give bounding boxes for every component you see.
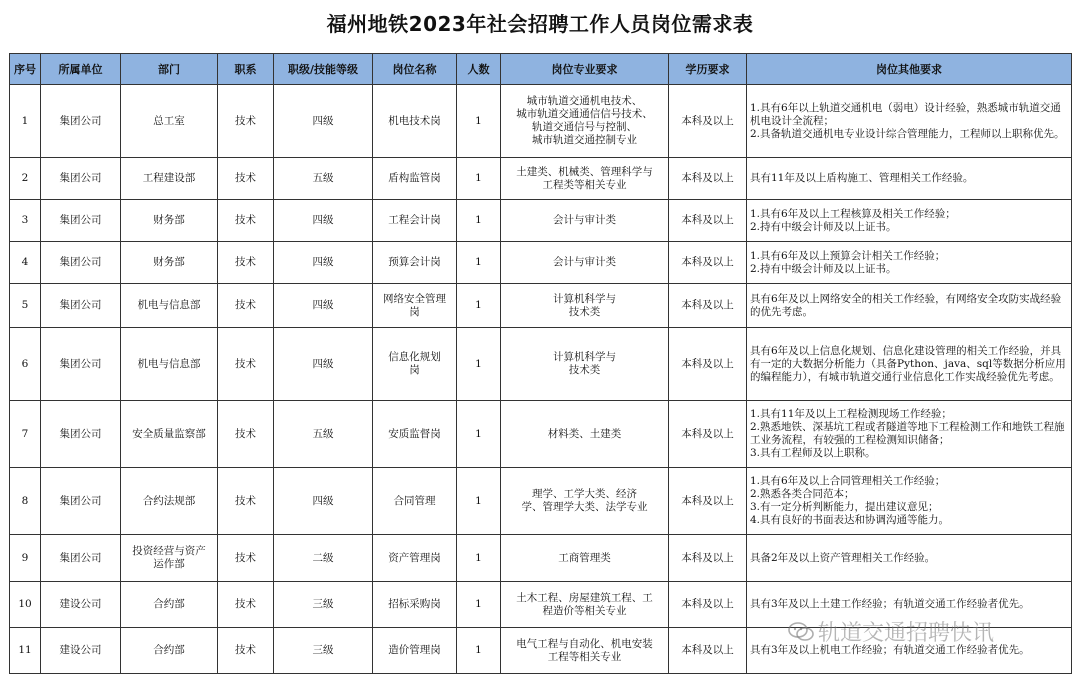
requirements-table — [9, 53, 1072, 674]
cell-education: 本科及以上 — [669, 535, 747, 582]
cell-unit: 集团公司 — [41, 468, 121, 535]
cell-post-name: 网络安全管理 岗 — [373, 284, 457, 328]
cell-unit: 集团公司 — [41, 242, 121, 284]
cell-job-series: 技术 — [218, 582, 274, 628]
cell-education: 本科及以上 — [669, 582, 747, 628]
page-title: 福州地铁2023年社会招聘工作人员岗位需求表 — [326, 12, 754, 36]
cell-post-name: 信息化规划 岗 — [373, 328, 457, 401]
column-header: 人数 — [457, 54, 501, 85]
cell-post-name: 安质监督岗 — [373, 401, 457, 468]
cell-post-name: 资产管理岗 — [373, 535, 457, 582]
cell-job-level: 二级 — [274, 535, 373, 582]
cell-serial: 8 — [10, 468, 41, 535]
cell-other-requirement: 具备2年及以上资产管理相关工作经验。 — [747, 535, 1072, 582]
cell-headcount: 1 — [457, 582, 501, 628]
cell-job-level: 四级 — [274, 284, 373, 328]
table-body — [10, 85, 1072, 674]
cell-post-name: 盾构监管岗 — [373, 158, 457, 200]
cell-department: 合约部 — [121, 582, 218, 628]
cell-job-level: 四级 — [274, 200, 373, 242]
cell-unit: 集团公司 — [41, 535, 121, 582]
cell-unit: 集团公司 — [41, 401, 121, 468]
cell-unit: 建设公司 — [41, 582, 121, 628]
cell-education: 本科及以上 — [669, 158, 747, 200]
cell-headcount: 1 — [457, 628, 501, 674]
cell-major-requirement: 电气工程与自动化、机电安装 工程等相关专业 — [501, 628, 669, 674]
column-header: 所属单位 — [41, 54, 121, 85]
table-row — [10, 582, 1072, 628]
cell-education: 本科及以上 — [669, 468, 747, 535]
cell-other-requirement: 具有3年及以上土建工作经验；有轨道交通工作经验者优先。 — [747, 582, 1072, 628]
cell-serial: 4 — [10, 242, 41, 284]
cell-post-name: 造价管理岗 — [373, 628, 457, 674]
cell-job-level: 三级 — [274, 628, 373, 674]
cell-unit: 集团公司 — [41, 200, 121, 242]
cell-unit: 集团公司 — [41, 85, 121, 158]
cell-serial: 1 — [10, 85, 41, 158]
column-header: 职系 — [218, 54, 274, 85]
cell-headcount: 1 — [457, 242, 501, 284]
cell-major-requirement: 城市轨道交通机电技术、 城市轨道交通通信信号技术、 轨道交通信号与控制、 城市轨道交通控制专业 — [501, 85, 669, 158]
cell-job-level: 三级 — [274, 582, 373, 628]
cell-headcount: 1 — [457, 158, 501, 200]
cell-serial: 9 — [10, 535, 41, 582]
cell-major-requirement: 工商管理类 — [501, 535, 669, 582]
cell-department: 机电与信息部 — [121, 284, 218, 328]
cell-serial: 6 — [10, 328, 41, 401]
cell-other-requirement: 具有6年及以上网络安全的相关工作经验，有网络安全攻防实战经验的优先考虑。 — [747, 284, 1072, 328]
table-row — [10, 535, 1072, 582]
watermark-text: 轨道交通招聘快讯 — [818, 621, 995, 646]
cell-job-level: 四级 — [274, 328, 373, 401]
cell-education: 本科及以上 — [669, 85, 747, 158]
cell-headcount: 1 — [457, 200, 501, 242]
table-row — [10, 401, 1072, 468]
cell-other-requirement: 1.具有6年以上轨道交通机电（弱电）设计经验，熟悉城市轨道交通机电设计全流程； 2.具备轨道交通机电专业设计综合管理能力，工程师以上职称优先。 — [747, 85, 1072, 158]
cell-serial: 11 — [10, 628, 41, 674]
cell-job-level: 五级 — [274, 401, 373, 468]
cell-unit: 建设公司 — [41, 628, 121, 674]
cell-job-series: 技术 — [218, 158, 274, 200]
table-row — [10, 200, 1072, 242]
cell-serial: 3 — [10, 200, 41, 242]
cell-headcount: 1 — [457, 535, 501, 582]
cell-job-level: 四级 — [274, 468, 373, 535]
cell-education: 本科及以上 — [669, 284, 747, 328]
cell-other-requirement: 具有3年及以上机电工作经验；有轨道交通工作经验者优先。 — [747, 628, 1072, 674]
cell-education: 本科及以上 — [669, 242, 747, 284]
cell-job-series: 技术 — [218, 200, 274, 242]
cell-post-name: 机电技术岗 — [373, 85, 457, 158]
cell-other-requirement: 具有11年及以上盾构施工、管理相关工作经验。 — [747, 158, 1072, 200]
cell-serial: 2 — [10, 158, 41, 200]
cell-job-series: 技术 — [218, 468, 274, 535]
cell-major-requirement: 理学、工学大类、经济 学、管理学大类、法学专业 — [501, 468, 669, 535]
column-header: 序号 — [10, 54, 41, 85]
cell-education: 本科及以上 — [669, 628, 747, 674]
cell-major-requirement: 土建类、机械类、管理科学与 工程类等相关专业 — [501, 158, 669, 200]
cell-unit: 集团公司 — [41, 284, 121, 328]
cell-department: 财务部 — [121, 200, 218, 242]
cell-department: 财务部 — [121, 242, 218, 284]
cell-job-level: 四级 — [274, 242, 373, 284]
cell-department: 投资经营与资产 运作部 — [121, 535, 218, 582]
cell-unit: 集团公司 — [41, 328, 121, 401]
cell-job-series: 技术 — [218, 85, 274, 158]
cell-other-requirement: 1.具有6年及以上工程核算及相关工作经验； 2.持有中级会计师及以上证书。 — [747, 200, 1072, 242]
cell-major-requirement: 计算机科学与 技术类 — [501, 328, 669, 401]
cell-post-name: 招标采购岗 — [373, 582, 457, 628]
cell-department: 合约法规部 — [121, 468, 218, 535]
table-row — [10, 328, 1072, 401]
cell-headcount: 1 — [457, 468, 501, 535]
cell-education: 本科及以上 — [669, 328, 747, 401]
cell-post-name: 预算会计岗 — [373, 242, 457, 284]
cell-department: 安全质量监察部 — [121, 401, 218, 468]
table-row — [10, 242, 1072, 284]
cell-major-requirement: 会计与审计类 — [501, 200, 669, 242]
cell-headcount: 1 — [457, 284, 501, 328]
cell-job-series: 技术 — [218, 628, 274, 674]
table-row — [10, 85, 1072, 158]
cell-job-series: 技术 — [218, 401, 274, 468]
cell-job-level: 四级 — [274, 85, 373, 158]
cell-major-requirement: 材料类、土建类 — [501, 401, 669, 468]
table-row — [10, 158, 1072, 200]
cell-major-requirement: 计算机科学与 技术类 — [501, 284, 669, 328]
cell-major-requirement: 土木工程、房屋建筑工程、工 程造价等相关专业 — [501, 582, 669, 628]
cell-other-requirement: 1.具有11年及以上工程检测现场工作经验； 2.熟悉地铁、深基坑工程或者隧道等地下工程检测工作和地铁工程施工业务流程，有较强的工程检测知识储备； 3.具有工程师及以上职称。 — [747, 401, 1072, 468]
column-header: 学历要求 — [669, 54, 747, 85]
cell-unit: 集团公司 — [41, 158, 121, 200]
cell-major-requirement: 会计与审计类 — [501, 242, 669, 284]
column-header: 岗位专业要求 — [501, 54, 669, 85]
cell-other-requirement: 1.具有6年及以上合同管理相关工作经验； 2.熟悉各类合同范本； 3.有一定分析判断能力，提出建议意见； 4.具有良好的书面表达和协调沟通等能力。 — [747, 468, 1072, 535]
table-header-row — [10, 54, 1072, 85]
table-row — [10, 628, 1072, 674]
column-header: 职级/技能等级 — [274, 54, 373, 85]
table-row — [10, 468, 1072, 535]
cell-department: 总工室 — [121, 85, 218, 158]
column-header: 岗位其他要求 — [747, 54, 1072, 85]
cell-serial: 10 — [10, 582, 41, 628]
cell-job-series: 技术 — [218, 535, 274, 582]
cell-job-level: 五级 — [274, 158, 373, 200]
cell-job-series: 技术 — [218, 328, 274, 401]
cell-education: 本科及以上 — [669, 401, 747, 468]
column-header: 部门 — [121, 54, 218, 85]
cell-serial: 5 — [10, 284, 41, 328]
cell-department: 合约部 — [121, 628, 218, 674]
table-row — [10, 284, 1072, 328]
cell-headcount: 1 — [457, 328, 501, 401]
cell-other-requirement: 具有6年及以上信息化规划、信息化建设管理的相关工作经验，并具有一定的大数据分析能力（具备Python、java、sql等数据分析应用的编程能力），有城市轨道交通行业信息化工作实战经验优先考虑。 — [747, 328, 1072, 401]
cell-post-name: 合同管理 — [373, 468, 457, 535]
cell-department: 工程建设部 — [121, 158, 218, 200]
cell-job-series: 技术 — [218, 242, 274, 284]
cell-department: 机电与信息部 — [121, 328, 218, 401]
cell-job-series: 技术 — [218, 284, 274, 328]
cell-headcount: 1 — [457, 85, 501, 158]
cell-headcount: 1 — [457, 401, 501, 468]
cell-other-requirement: 1.具有6年及以上预算会计相关工作经验； 2.持有中级会计师及以上证书。 — [747, 242, 1072, 284]
cell-serial: 7 — [10, 401, 41, 468]
cell-post-name: 工程会计岗 — [373, 200, 457, 242]
cell-education: 本科及以上 — [669, 200, 747, 242]
column-header: 岗位名称 — [373, 54, 457, 85]
